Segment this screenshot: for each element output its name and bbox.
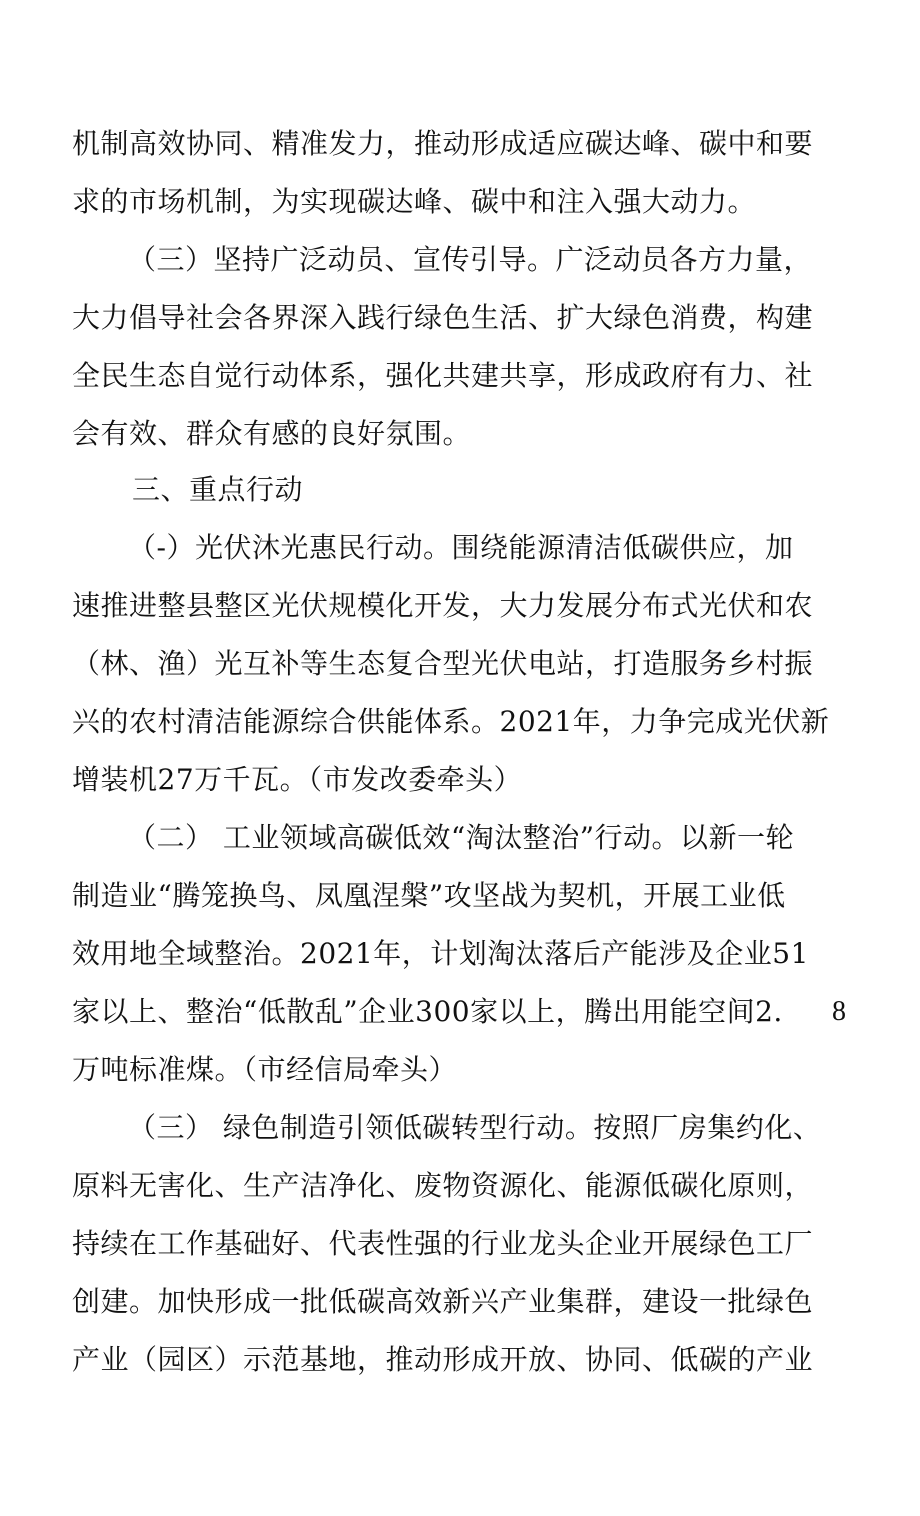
text-line-12: 增装机27万千瓦。（市发改委牵头）: [72, 763, 523, 796]
text-line-18: （三） 绿色制造引领低碳转型行动。按照厂房集约化、: [128, 1111, 822, 1144]
text-line-20: 持续在工作基础好、代表性强的行业龙头企业开展绿色工厂: [72, 1227, 814, 1260]
text-line-21: 创建。加快形成一批低碳高效新兴产业集群，建设一批绿色: [72, 1285, 814, 1318]
text-line-9: 速推进整县整区光伏规模化开发，大力发展分布式光伏和农: [72, 589, 814, 622]
text-line-14: 制造业“腾笼换鸟、凤凰涅槃”攻坚战为契机，开展工业低: [72, 879, 786, 912]
text-line-11: 兴的农村清洁能源综合供能体系。2021年，力争完成光伏新: [72, 705, 830, 738]
text-line-6: 会有效、群众有感的良好氛围。: [72, 417, 472, 450]
text-line-17: 万吨标准煤。（市经信局牵头）: [72, 1053, 458, 1086]
page-number: 8: [832, 996, 846, 1027]
text-line-4: 大力倡导社会各界深入践行绿色生活、扩大绿色消费，构建: [72, 301, 814, 334]
text-line-22: 产业（园区）示范基地，推动形成开放、协同、低碳的产业: [72, 1343, 814, 1376]
section-heading-key-actions: 三、重点行动: [132, 473, 304, 506]
text-line-2: 求的市场机制，为实现碳达峰、碳中和注入强大动力。: [72, 185, 757, 218]
text-line-15: 效用地全域整治。2021年，计划淘汰落后产能涉及企业51: [72, 937, 809, 970]
text-line-5: 全民生态自觉行动体系，强化共建共享，形成政府有力、社: [72, 359, 814, 392]
text-line-10: （林、渔）光互补等生态复合型光伏电站，打造服务乡村振: [72, 647, 814, 680]
text-line-3: （三）坚持广泛动员、宣传引导。广泛动员各方力量，: [128, 243, 813, 276]
text-line-19: 原料无害化、生产洁净化、废物资源化、能源低碳化原则，: [72, 1169, 814, 1202]
text-line-16: 家以上、整治“低散乱”企业300家以上，腾出用能空间2.: [72, 995, 783, 1028]
text-line-1: 机制高效协同、精准发力，推动形成适应碳达峰、碳中和要: [72, 127, 814, 160]
text-line-8: （-）光伏沐光惠民行动。围绕能源清洁低碳供应，加: [128, 531, 794, 564]
text-line-13: （二） 工业领域高碳低效“淘汰整治”行动。以新一轮: [128, 821, 795, 854]
